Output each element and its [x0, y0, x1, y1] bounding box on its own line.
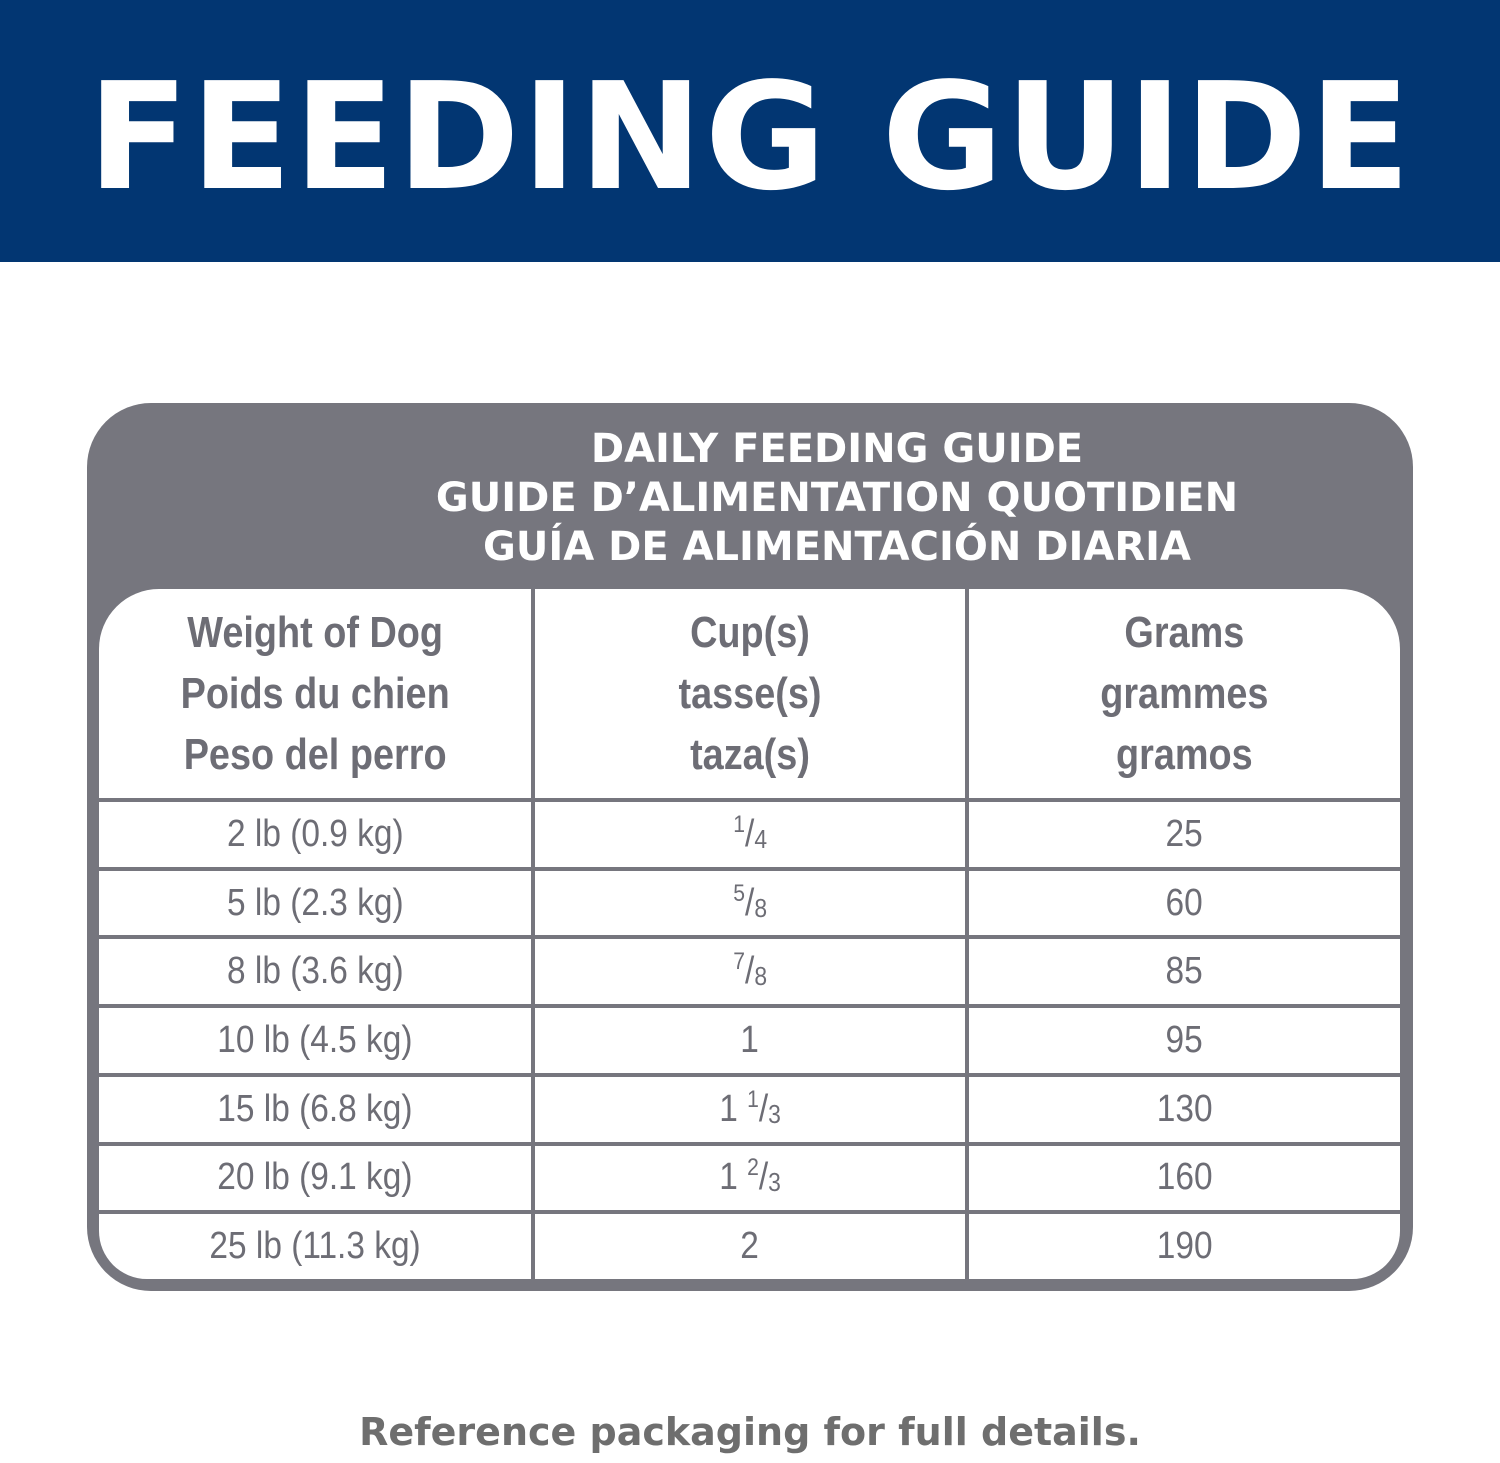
- grams-cell: 25: [967, 800, 1400, 869]
- cups-denominator: 3: [768, 1167, 781, 1198]
- card-title-fr: GUIDE D’ALIMENTATION QUOTIDIEN: [435, 475, 1239, 521]
- grams-cell: 95: [967, 1006, 1400, 1075]
- cups-numerator: 1: [733, 810, 745, 838]
- weight-cell: 5 lb (2.3 kg): [99, 869, 533, 938]
- cups-numerator: 2: [747, 1154, 759, 1182]
- table-row: [99, 937, 1400, 1006]
- card-title-es: GUÍA DE ALIMENTACIÓN DIARIA: [483, 524, 1191, 570]
- cups-denominator: 4: [754, 823, 767, 854]
- grams-cell: 160: [967, 1144, 1400, 1213]
- weight-cell: 15 lb (6.8 kg): [99, 1075, 533, 1144]
- cups-cell: [533, 1006, 967, 1075]
- cups-cell: $^7/_8$: [533, 937, 967, 1006]
- footer-note: Reference packaging for full details.: [359, 1410, 1141, 1454]
- cups-whole: 1: [740, 1018, 760, 1061]
- weight-cell: 20 lb (9.1 kg): [99, 1144, 533, 1213]
- grams-cell: 60: [967, 869, 1400, 938]
- table-row: [99, 800, 1400, 869]
- weight-cell: 10 lb (4.5 kg): [99, 1006, 533, 1075]
- table-row: [99, 1212, 1400, 1279]
- column-header-grams: Grams grammes gramos: [997, 589, 1369, 800]
- cups-numerator: 7: [733, 948, 745, 976]
- cups-whole: 1: [719, 1156, 738, 1199]
- cups-cell: 1 $^2/_3$: [533, 1144, 967, 1213]
- cups-numerator: 5: [733, 879, 745, 907]
- table-row: [99, 869, 1400, 938]
- cups-denominator: 8: [754, 892, 767, 923]
- table-row: [99, 1006, 1400, 1075]
- cups-denominator: 3: [768, 1098, 781, 1129]
- feeding-table: [99, 589, 1400, 1279]
- cups-whole: 1: [719, 1087, 738, 1130]
- card-title: [337, 425, 1337, 572]
- cups-cell: $^5/_8$: [533, 869, 967, 938]
- card-title-en: DAILY FEEDING GUIDE: [590, 426, 1084, 472]
- cups-denominator: 8: [754, 961, 767, 992]
- cups-whole: 2: [740, 1225, 760, 1268]
- column-header-cups: Cup(s) tasse(s) taza(s): [563, 589, 936, 800]
- weight-cell: 25 lb (11.3 kg): [99, 1212, 533, 1279]
- daily-feeding-guide-card: [87, 403, 1413, 1291]
- table-row: [99, 1075, 1400, 1144]
- header-banner: [0, 0, 1500, 262]
- cups-cell: $^1/_4$: [533, 800, 967, 869]
- table-row: [99, 1144, 1400, 1213]
- grams-cell: 190: [967, 1212, 1400, 1279]
- cups-cell: 1 $^1/_3$: [533, 1075, 967, 1144]
- table-header-row: [99, 589, 1400, 800]
- cups-cell: [533, 1212, 967, 1279]
- feeding-table-container: [99, 589, 1400, 1279]
- cups-numerator: 1: [747, 1085, 759, 1113]
- grams-cell: 130: [967, 1075, 1400, 1144]
- weight-cell: 8 lb (3.6 kg): [99, 937, 533, 1006]
- weight-cell: 2 lb (0.9 kg): [99, 800, 533, 869]
- column-header-weight: Weight of Dog Poids du chien Peso del perro: [129, 589, 502, 800]
- grams-cell: 85: [967, 937, 1400, 1006]
- page-title: FEEDING GUIDE: [87, 51, 1413, 223]
